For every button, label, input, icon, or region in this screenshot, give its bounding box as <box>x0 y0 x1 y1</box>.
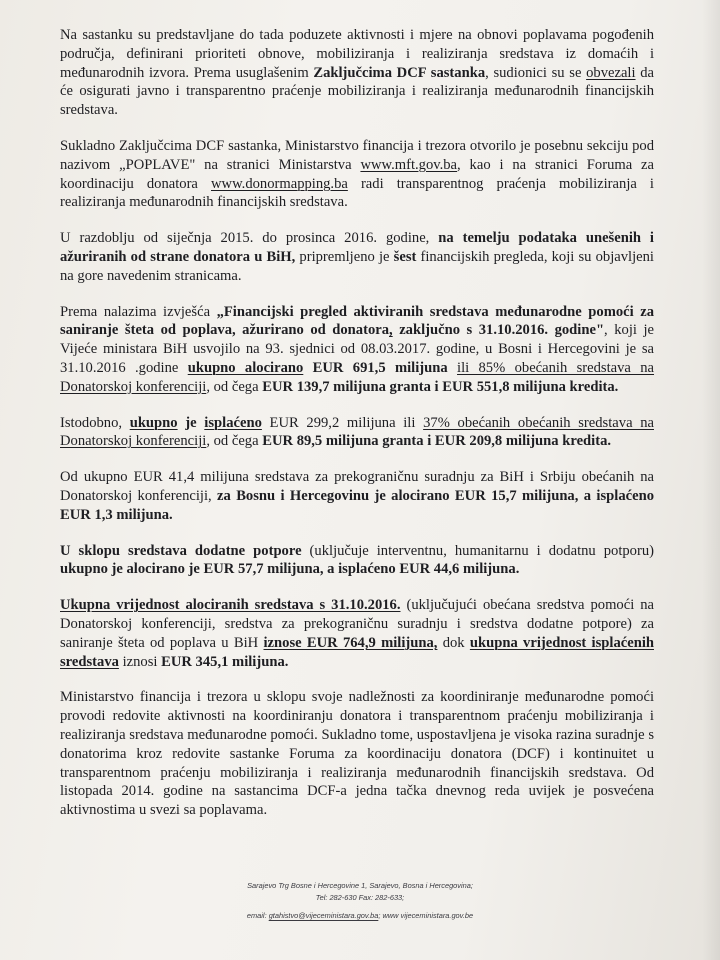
report-date: zaključno s 31.10.2016. godine" <box>392 322 605 339</box>
footer-email[interactable]: gtahistvo@vijeceministara.gov.ba <box>268 911 379 920</box>
amount-total-disbursed: EUR 345,1 milijuna. <box>161 653 289 670</box>
text-bold-underlined: ukupna vrijednost isplaćenih sredstava <box>60 634 654 670</box>
text: dok <box>437 634 470 651</box>
footer-email-label: email: <box>246 911 269 920</box>
text: iznosi <box>118 653 162 670</box>
text: financijskih pregleda, koji su objavljeni na gore navedenim stranicama. <box>60 248 654 284</box>
page-edge-shadow <box>702 0 720 960</box>
text: , od čega <box>206 433 263 450</box>
footer-web[interactable]: ; www vijeceministara.gov.be <box>378 911 474 920</box>
text: , od čega <box>206 378 263 395</box>
text: , sudionici su se <box>485 64 587 81</box>
amount-total-allocated: iznose EUR 764,9 milijuna, <box>263 634 438 651</box>
paragraph-total-value <box>60 596 654 671</box>
amount-breakdown: EUR 139,7 milijuna granta i EUR 551,8 milijuna kredita. <box>262 378 619 395</box>
text-bold-underlined: ukupno <box>129 414 178 431</box>
text: , kao i na stranici Foruma za koordinaciju donatora <box>60 156 655 192</box>
text: Prema nalazima izvješća <box>60 303 217 320</box>
text: radi transparentnog praćenja mobiliziranja i realiziranja međunarodnih financijskih sredstava. <box>60 175 654 211</box>
text: U razdoblju od siječnja 2015. do prosinca 2016. godine, <box>60 230 439 247</box>
paragraph-ministry-coordination <box>60 688 654 820</box>
link-donormapping[interactable]: www.donormapping.ba <box>211 175 348 192</box>
text-bold: , <box>389 322 393 339</box>
text-bold: Zaključcima DCF sastanka <box>313 64 486 81</box>
amount-disbursed: EUR 299,2 milijuna ili <box>261 414 424 431</box>
report-title: „Financijski pregled aktiviranih sredstava međunarodne pomoći za saniranje šteta od poplava, ažurirano od donatora <box>60 303 655 339</box>
paragraph-report-findings <box>60 303 654 397</box>
paragraph-financial-reviews <box>60 229 654 285</box>
amount-breakdown: EUR 89,5 milijuna granta i EUR 209,8 milijuna kredita. <box>262 433 612 450</box>
text: Od ukupno EUR 41,4 milijuna sredstava za prekograničnu suradnju za BiH i Srbiju obećanih na Donatorskoj konferenciji, <box>60 469 654 504</box>
footer-phone: Tel: 282-630 Fax: 282-633; <box>315 892 405 902</box>
letterhead-footer <box>0 880 720 922</box>
paragraph-meeting-summary <box>60 26 654 120</box>
text: Sukladno Zaključcima DCF sastanka, Ministarstvo financija i trezora otvorilo je posebnu sekciju pod nazivom „POPLAVE" na stranici Ministarstva <box>60 137 654 173</box>
text-bold-underlined: isplaćeno <box>204 414 262 431</box>
text: (uključujući obećana sredstva pomoći na Donatorskoj konferenciji, sredstva za prekograničnu suradnju i sredstva dodatne potpore) za saniranje šteta od poplava u BiH <box>60 597 654 651</box>
text-bold: U sklopu sredstava dodatne potpore <box>60 542 302 559</box>
text-bold: na temelju podataka unešenih i ažuriranih od strane donatora u BiH, <box>60 230 654 265</box>
link-mft[interactable]: www.mft.gov.ba <box>360 156 458 173</box>
text: Na sastanku su predstavljane do tada poduzete aktivnosti i mjere na obnovi poplavama pogođenih područja, definirani prioriteti obnove, mobiliziranja i realiziranja sredstava iz domaćih i međunarodnih izvora. Prema usuglašenim <box>60 27 654 81</box>
text-bold: ukupno je alocirano je EUR 57,7 milijuna, a isplaćeno EUR 44,6 milijuna. <box>60 561 520 578</box>
text-bold: šest <box>393 248 417 265</box>
text-underlined: obvezali <box>586 64 636 81</box>
text: pripremljeno je <box>295 248 394 265</box>
text: (uključuje interventnu, humanitarnu i dodatnu potporu) <box>301 542 654 559</box>
text-underlined: 37% obećanih obećanih sredstava na Donatorskoj konferenciji <box>60 414 654 450</box>
paragraph-poplave-section <box>60 137 654 212</box>
text: Ministarstvo financija i trezora u sklopu svoje nadležnosti za koordiniranje međunarodne pomoći provodi redovite aktivnosti na koordiniranju donatora i transparentnom praćenju mobiliziranja i realiziranja sredstava međunarodne pomoći. Sukladno tome, uspostavljena je visoka razina suradnje s donatorima kroz redovite sastanke Foruma za koordinaciju donatora (DCF) i kontinuitet u transparentnom praćenju mobiliziranja i realiziranja međunarodnih financijskih sredstava. Od listopada 2014. godine na sastancima DCF-a jedna tačka dnevnog reda uvijek je posvećena aktivnostima u svezi sa poplavama. <box>60 689 654 819</box>
paragraph-cross-border <box>60 468 654 524</box>
paragraph-additional-support <box>60 542 654 580</box>
paragraph-disbursed <box>60 414 654 452</box>
text: , koji je Vijeće ministara BiH usvojilo na 93. sjednici od 08.03.2017. godine, u Bosni i Hercegovini je sa 31.10.2016 .godine <box>60 322 654 376</box>
amount-allocated: EUR 691,5 milijuna <box>303 359 458 376</box>
footer-contact <box>0 910 720 922</box>
text-bold: je <box>177 414 205 431</box>
text: da će osigurati javno i transparentno praćenje mobiliziranja i realiziranja međunarodnih financijskih sredstava. <box>60 64 654 119</box>
text-underlined: ili 85% obećanih sredstava na Donatorskoj konferenciji <box>60 359 655 395</box>
text: Istodobno, <box>60 414 130 431</box>
text-bold: za Bosnu i Hercegovinu je alocirano EUR 15,7 milijuna, a isplaćeno EUR 1,3 milijuna. <box>60 487 654 523</box>
text-bold-underlined: Ukupna vrijednost alociranih sredstava s 31.10.2016. <box>60 597 401 614</box>
text-bold-underlined: ukupno alocirano <box>187 359 304 376</box>
document-body <box>60 26 654 835</box>
footer-address: Sarajevo Trg Bosne i Hercegovine 1, Sarajevo, Bosna i Hercegovina; <box>247 881 473 890</box>
